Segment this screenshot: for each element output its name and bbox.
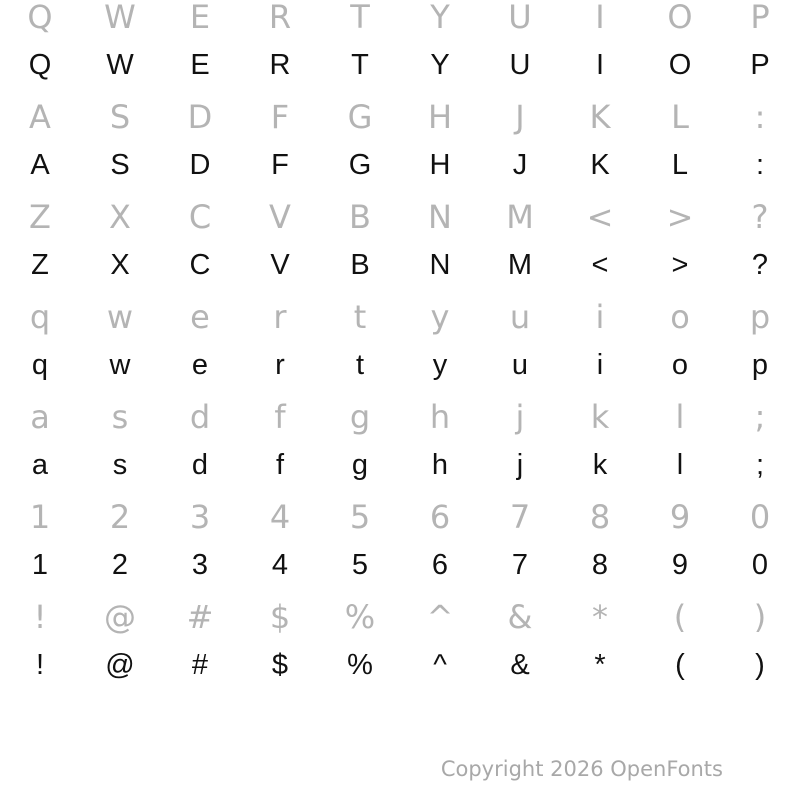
copyright-text: Copyright 2026 OpenFonts [440,757,723,781]
glyph-cell: 9 [671,549,689,581]
glyph-cell: 2 [109,498,131,536]
glyph-cell: u [509,298,531,336]
glyph-cell: V [269,198,291,236]
glyph-cell: q [31,349,49,381]
glyph-cell: L [671,98,689,136]
glyph-cell: ! [33,598,47,636]
glyph-cell: w [106,298,134,336]
glyph-cell: ; [754,398,766,436]
glyph-cell: N [429,249,451,281]
glyph-cell: y [430,298,450,336]
glyph-cell: C [188,198,212,236]
glyph-cell: Z [31,249,49,281]
glyph-cell: 4 [269,498,291,536]
glyph-cell: & [510,649,530,681]
glyph-cell: E [189,0,211,36]
glyph-cell: # [191,649,209,681]
glyph-cell: * [594,649,606,681]
glyph-cell: p [751,349,769,381]
glyph-cell: < [586,198,614,236]
glyph-cell: f [275,449,285,481]
glyph-cell: G [347,98,373,136]
glyph-cell: M [506,198,534,236]
glyph-cell: e [190,298,210,336]
glyph-cell: t [353,298,367,336]
glyph-cell: D [189,149,211,181]
glyph-cell: ? [751,198,769,236]
glyph-row-black [0,48,800,82]
glyph-cell: B [349,198,371,236]
glyph-cell: d [189,398,211,436]
glyph-cell: 0 [749,498,771,536]
glyph-cell: i [595,298,605,336]
glyph-cell: Z [29,198,51,236]
glyph-cell: : [754,98,766,136]
glyph-cell: $ [269,598,291,636]
glyph-cell: K [589,98,611,136]
glyph-cell: ; [755,449,765,481]
glyph-cell: P [750,0,770,36]
glyph-cell: q [29,298,51,336]
glyph-cell: ) [755,649,765,681]
glyph-cell: a [30,398,50,436]
glyph-cell: B [350,249,370,281]
glyph-cell: l [675,398,685,436]
glyph-row-gray [0,100,800,134]
glyph-cell: 8 [589,498,611,536]
glyph-row-gray [0,300,800,334]
glyph-row-black [0,648,800,682]
glyph-cell: Q [27,0,53,36]
glyph-cell: e [191,349,209,381]
glyph-cell: ( [673,598,687,636]
glyph-cell: A [29,98,51,136]
glyph-cell: O [668,49,692,81]
glyph-cell: @ [105,649,135,681]
glyph-cell: V [270,249,290,281]
glyph-cell: 0 [751,549,769,581]
glyph-cell: O [667,0,693,36]
glyph-cell: Y [430,49,450,81]
glyph-cell: l [676,449,684,481]
glyph-cell: J [515,98,525,136]
glyph-cell: J [512,149,528,181]
glyph-cell: 9 [669,498,691,536]
glyph-cell: C [189,249,211,281]
glyph-cell: Y [430,0,450,36]
glyph-cell: y [432,349,448,381]
glyph-cell: 7 [511,549,529,581]
glyph-cell: j [515,398,525,436]
glyph-row-gray [0,600,800,634]
glyph-cell: W [106,49,134,81]
glyph-cell: 7 [509,498,531,536]
glyph-cell: % [344,598,376,636]
glyph-row-black [0,348,800,382]
glyph-cell: H [429,149,451,181]
glyph-cell: i [596,349,604,381]
glyph-cell: D [187,98,213,136]
glyph-cell: F [271,149,289,181]
glyph-cell: 6 [431,549,449,581]
glyph-row-black [0,548,800,582]
glyph-cell: < [591,249,609,281]
glyph-cell: N [428,198,452,236]
glyph-cell: U [509,49,531,81]
glyph-cell: ) [753,598,767,636]
glyph-cell: $ [271,649,289,681]
glyph-cell: G [348,149,372,181]
glyph-cell: K [590,149,610,181]
glyph-cell: ( [675,649,685,681]
glyph-row-gray [0,400,800,434]
glyph-cell: s [111,398,129,436]
glyph-cell: R [268,0,292,36]
glyph-cell: T [351,49,369,81]
glyph-cell: T [350,0,370,36]
glyph-cell: o [671,349,689,381]
glyph-cell: I [595,49,605,81]
glyph-cell: 1 [31,549,49,581]
glyph-cell: U [508,0,532,36]
glyph-cell: 6 [429,498,451,536]
glyph-cell: ^ [426,598,454,636]
glyph-cell: Q [28,49,52,81]
glyph-cell: k [590,398,610,436]
glyph-row-gray [0,200,800,234]
glyph-cell: d [191,449,209,481]
glyph-cell: : [755,149,765,181]
glyph-cell: E [190,49,210,81]
glyph-cell: 2 [111,549,129,581]
glyph-cell: I [595,0,605,36]
glyph-cell: g [349,398,371,436]
glyph-cell: t [355,349,365,381]
glyph-cell: w [109,349,131,381]
glyph-cell: M [507,249,533,281]
glyph-cell: f [274,398,286,436]
glyph-cell: P [750,49,770,81]
glyph-cell: h [429,398,451,436]
glyph-cell: g [351,449,369,481]
glyph-cell: H [427,98,453,136]
glyph-cell: j [516,449,524,481]
glyph-cell: X [109,198,131,236]
glyph-cell: S [110,149,130,181]
glyph-cell: ? [751,249,769,281]
glyph-cell: % [347,649,373,681]
glyph-cell: h [431,449,449,481]
glyph-cell: s [112,449,128,481]
glyph-cell: @ [104,598,136,636]
glyph-cell: X [110,249,130,281]
glyph-cell: L [671,149,689,181]
glyph-cell: r [273,298,287,336]
glyph-cell: W [104,0,136,36]
glyph-cell: ^ [433,649,447,681]
glyph-cell: r [275,349,285,381]
glyph-cell: u [511,349,529,381]
glyph-cell: S [109,98,131,136]
glyph-cell: > [671,249,689,281]
glyph-cell: 5 [349,498,371,536]
glyph-row-black [0,448,800,482]
glyph-cell: R [269,49,291,81]
glyph-cell: k [592,449,608,481]
glyph-cell: 3 [191,549,209,581]
glyph-cell: F [270,98,290,136]
glyph-cell: > [666,198,694,236]
glyph-cell: p [749,298,771,336]
glyph-cell: & [507,598,533,636]
glyph-row-gray [0,500,800,534]
glyph-cell: 5 [351,549,369,581]
glyph-cell: 1 [29,498,51,536]
glyph-cell: # [186,598,214,636]
glyph-cell: ! [35,649,45,681]
glyph-cell: * [592,598,608,636]
glyph-row-gray [0,0,800,34]
glyph-cell: 8 [591,549,609,581]
glyph-cell: 4 [271,549,289,581]
glyph-cell: o [670,298,690,336]
glyph-row-black [0,248,800,282]
glyph-cell: A [30,149,50,181]
glyph-row-black [0,148,800,182]
glyph-cell: a [31,449,49,481]
glyph-cell: 3 [189,498,211,536]
